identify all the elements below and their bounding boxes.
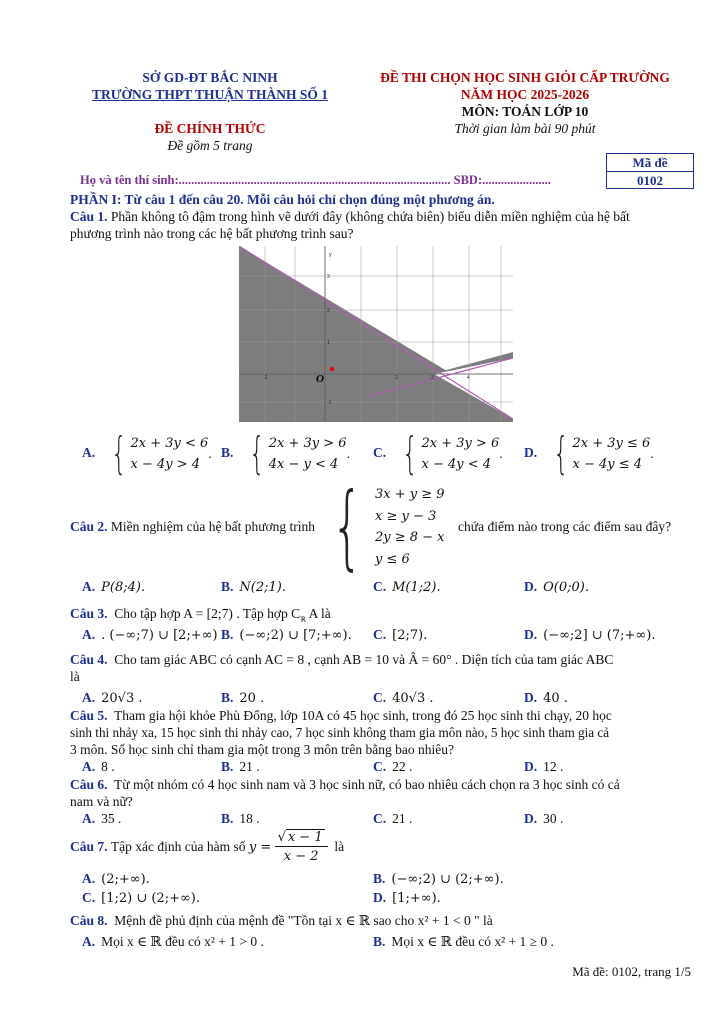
- page-count: Đề gồm 5 trang: [167, 138, 253, 153]
- q7-b-text: (−∞;2) ∪ (2;+∞).: [391, 872, 504, 887]
- q6-d-text: 30 .: [543, 811, 564, 826]
- q5-d-text: 12 .: [543, 759, 564, 774]
- q5-d-label: D.: [524, 759, 538, 774]
- q8-option-b[interactable]: [373, 934, 554, 950]
- q1-option-d-label: D.: [524, 445, 538, 461]
- q2-a-text: P(8;4).: [101, 580, 146, 595]
- q4-line1: [70, 652, 613, 668]
- q6-option-c[interactable]: [373, 811, 412, 827]
- q1-option-c[interactable]: C. { 2x + 3y > 6 x − 4y < 4 .: [373, 428, 503, 479]
- q4-option-a[interactable]: [82, 690, 143, 706]
- q3-line: [70, 606, 331, 624]
- q2-row4: y ≤ 6: [374, 551, 410, 567]
- q3-option-b[interactable]: [221, 627, 352, 643]
- q1-b-row2: 4x − y < 4: [268, 457, 339, 472]
- q1-line1: [70, 209, 630, 225]
- q2-option-d[interactable]: [524, 579, 589, 595]
- q3-c-label: C.: [373, 627, 387, 642]
- q1-line2: phương trình nào trong các hệ bất phương trình sau?: [70, 226, 354, 241]
- q4-line2: là: [70, 669, 80, 684]
- q3-b-text: (−∞;2) ∪ [7;+∞).: [239, 628, 352, 643]
- exam-title: ĐỀ THI CHỌN HỌC SINH GIỎI CẤP TRƯỜNG: [380, 70, 670, 85]
- q2-row1: 3x + y ≥ 9: [374, 487, 445, 502]
- q3-a-text: . (−∞;7) ∪ [2;+∞): [101, 628, 218, 643]
- tick-y-2: 2: [327, 308, 330, 314]
- q2-label: Câu 2.: [70, 519, 108, 534]
- q1-b-row1: 2x + 3y > 6: [268, 436, 347, 451]
- exam-code-box: [606, 153, 694, 189]
- time-limit: Thời gian làm bài 90 phút: [454, 121, 596, 136]
- q3-option-c[interactable]: [373, 627, 427, 643]
- q3-text-end: A là: [308, 606, 331, 621]
- q8-option-a[interactable]: [82, 934, 264, 950]
- q3-text: Cho tập hợp A = [2;7) . Tập hợp C: [114, 606, 301, 621]
- q5-text1: Tham gia hội khỏe Phù Đổng, lớp 10A có 45 học sinh, trong đó 25 học sinh thi chạy, 20 học: [114, 708, 612, 723]
- q1-graph: [239, 246, 513, 422]
- q2-option-a[interactable]: [82, 579, 145, 595]
- q2-c-label: C.: [373, 579, 387, 594]
- q1-d-row2: x − 4y ≤ 4: [572, 457, 643, 472]
- q5-option-a[interactable]: [82, 759, 115, 775]
- q3-a-label: A.: [82, 627, 96, 642]
- q7-option-a[interactable]: [82, 871, 150, 887]
- q8-text: Mệnh đề phủ định của mệnh đề "Tồn tại x ∈ ℝ sao cho x² + 1 < 0 " là: [114, 913, 493, 928]
- tick-x-neg2: -2: [263, 375, 268, 381]
- q4-option-c[interactable]: [373, 690, 434, 706]
- q4-label: Câu 4.: [70, 652, 108, 667]
- q4-c-text: 40√3 .: [392, 691, 434, 706]
- q1-d-end: .: [650, 446, 654, 461]
- q3-d-text: (−∞;2] ∪ (7;+∞).: [543, 628, 656, 643]
- q7-option-b[interactable]: [373, 871, 504, 887]
- q7-a-text: (2;+∞).: [101, 872, 150, 887]
- q5-c-text: 22 .: [392, 759, 413, 774]
- q5-b-text: 21 .: [239, 759, 260, 774]
- q4-option-b[interactable]: [221, 690, 264, 706]
- q6-option-b[interactable]: [221, 811, 260, 827]
- q2-d-label: D.: [524, 579, 538, 594]
- q1-d-row1: 2x + 3y ≤ 6: [572, 436, 651, 451]
- q4-a-label: A.: [82, 690, 96, 705]
- q7-a-label: A.: [82, 871, 96, 886]
- tick-x-4: 4: [467, 375, 470, 381]
- q4-d-text: 40 .: [543, 691, 568, 706]
- q2-line: Câu 2. Miền nghiệm của hệ bất phương trình { 3x + y ≥ 9 x ≥ y − 3 2y ≥ 8 − x y ≤ 6 chứa điểm nào trong các điểm sau đây?: [70, 473, 672, 580]
- q2-b-text: N(2;1).: [239, 580, 286, 595]
- subject: MÔN: TOÁN LỚP 10: [461, 104, 589, 119]
- q1-a-end: .: [208, 446, 212, 461]
- q6-c-text: 21 .: [392, 811, 413, 826]
- q6-label: Câu 6.: [70, 777, 108, 792]
- q3-b-label: B.: [221, 627, 234, 642]
- q8-line: [70, 913, 493, 929]
- q8-a-label: A.: [82, 934, 96, 949]
- q7-end: là: [334, 839, 345, 854]
- q6-a-text: 35 .: [101, 811, 122, 826]
- dept-name: SỞ GD-ĐT BẮC NINH: [142, 70, 278, 85]
- q2-text-after: chứa điểm nào trong các điểm sau đây?: [458, 519, 672, 534]
- q3-option-a[interactable]: [82, 627, 218, 643]
- q6-a-label: A.: [82, 811, 96, 826]
- q7-denominator: x − 2: [283, 849, 319, 864]
- q7-option-c[interactable]: [82, 890, 200, 906]
- q1-option-d[interactable]: D. { 2x + 3y ≤ 6 x − 4y ≤ 4 .: [524, 428, 654, 479]
- q5-label: Câu 5.: [70, 708, 108, 723]
- page-footer: Mã đề: 0102, trang 1/5: [572, 964, 691, 979]
- q5-a-text: 8 .: [101, 759, 115, 774]
- origin-label: O: [316, 373, 324, 385]
- exam-code-value: 0102: [607, 171, 693, 189]
- q5-option-c[interactable]: [373, 759, 412, 775]
- q6-b-label: B.: [221, 811, 234, 826]
- q1-option-b[interactable]: B. { 2x + 3y > 6 4x − y < 4 .: [221, 428, 350, 479]
- q7-numerator: x − 1: [287, 830, 323, 845]
- q2-a-label: A.: [82, 579, 96, 594]
- part1-heading: PHẦN I: Từ câu 1 đến câu 20. Mỗi câu hỏi chỉ chọn đúng một phương án.: [70, 192, 495, 207]
- q5-option-d[interactable]: [524, 759, 563, 775]
- q2-row2: x ≥ y − 3: [374, 508, 437, 524]
- q6-d-label: D.: [524, 811, 538, 826]
- q2-row3: 2y ≥ 8 − x: [374, 530, 445, 545]
- school-name: TRƯỜNG THPT THUẬN THÀNH SỐ 1: [92, 87, 328, 102]
- q1-option-b-label: B.: [221, 445, 234, 461]
- tick-y-3: 3: [327, 274, 330, 280]
- q7-text: Tập xác định của hàm số: [110, 839, 246, 854]
- origin-point: [330, 367, 334, 371]
- q7-c-text: [1;2) ∪ (2;+∞).: [101, 891, 200, 906]
- q4-c-label: C.: [373, 690, 387, 705]
- q6-option-d[interactable]: [524, 811, 563, 827]
- tick-x-3: 3: [431, 375, 434, 381]
- q8-b-label: B.: [373, 934, 386, 949]
- q6-option-a[interactable]: [82, 811, 121, 827]
- q4-b-label: B.: [221, 690, 234, 705]
- q3-c-text: [2;7).: [392, 628, 428, 643]
- y-axis-label: y: [329, 252, 332, 258]
- q7-b-label: B.: [373, 871, 386, 886]
- q2-text-before: Miền nghiệm của hệ bất phương trình: [110, 519, 316, 534]
- q1-b-end: .: [346, 446, 350, 461]
- q6-text1: Từ một nhóm có 4 học sinh nam và 3 học sinh nữ, có bao nhiêu cách chọn ra 3 học sinh có cả: [114, 777, 620, 792]
- q8-b-text: Mọi x ∈ ℝ đều có x² + 1 ≥ 0 .: [391, 934, 554, 949]
- q1-a-row1: 2x + 3y < 6: [130, 436, 209, 451]
- q8-label: Câu 8.: [70, 913, 108, 928]
- q2-d-text: O(0;0).: [543, 580, 589, 595]
- q4-a-text: 20√3 .: [101, 691, 143, 706]
- q5-a-label: A.: [82, 759, 96, 774]
- q6-line2: nam và nữ?: [70, 794, 133, 809]
- q6-b-text: 18 .: [239, 811, 260, 826]
- q7-d-text: [1;+∞).: [392, 891, 441, 906]
- q1-text1: Phần không tô đậm trong hình vẽ dưới đây (không chứa biên) biểu diễn miền nghiệm của hệ bất: [110, 209, 630, 224]
- q7-c-label: C.: [82, 890, 96, 905]
- q1-label: Câu 1.: [70, 209, 108, 224]
- student-info-line: Họ và tên thí sinh:....................................................................................... SBD:......................: [80, 173, 551, 187]
- q2-option-b[interactable]: [221, 579, 286, 595]
- q5-line2: sinh thi nhảy xa, 15 học sinh thi nhảy cao, 7 học sinh không tham gia môn nào, 5 học sinh tham gia cả: [70, 725, 610, 740]
- q6-line1: [70, 777, 620, 793]
- q3-option-d[interactable]: [524, 627, 655, 643]
- q4-d-label: D.: [524, 690, 538, 705]
- q8-a-text: Mọi x ∈ ℝ đều có x² + 1 > 0 .: [101, 934, 264, 949]
- q5-line3: 3 môn. Số học sinh chỉ tham gia một trong 3 môn trên bằng bao nhiêu?: [70, 742, 454, 757]
- q1-option-a-label: A.: [82, 445, 96, 461]
- q5-option-b[interactable]: [221, 759, 260, 775]
- q1-a-row2: x − 4y > 4: [130, 457, 201, 472]
- q2-c-text: M(1;2).: [392, 580, 441, 595]
- q2-b-label: B.: [221, 579, 234, 594]
- q2-option-c[interactable]: [373, 579, 441, 595]
- tick-x-2: 2: [395, 375, 398, 381]
- q7-lhs: y =: [248, 839, 272, 855]
- school-year: NĂM HỌC 2025-2026: [460, 87, 590, 102]
- q4-option-d[interactable]: [524, 690, 568, 706]
- q1-option-c-label: C.: [373, 445, 387, 461]
- tick-y-neg1: -1: [327, 400, 332, 406]
- q1-c-row1: 2x + 3y > 6: [421, 436, 500, 451]
- q3-label: Câu 3.: [70, 606, 108, 621]
- q7-label: Câu 7.: [70, 839, 108, 854]
- q5-line1: [70, 708, 612, 724]
- q4-b-text: 20 .: [239, 691, 265, 706]
- tick-y-1: 1: [327, 340, 330, 346]
- exam-code-label: Mã đề: [632, 155, 668, 170]
- q7-option-d[interactable]: [373, 890, 441, 906]
- q6-c-label: C.: [373, 811, 387, 826]
- q1-option-a[interactable]: A. { 2x + 3y < 6 x − 4y > 4 .: [82, 428, 212, 479]
- q7-d-label: D.: [373, 890, 387, 905]
- q3-d-label: D.: [524, 627, 538, 642]
- q5-b-label: B.: [221, 759, 234, 774]
- q1-c-end: .: [499, 446, 503, 461]
- q3-sub: ℝ: [300, 615, 306, 624]
- q1-c-row2: x − 4y < 4: [421, 457, 492, 472]
- q5-c-label: C.: [373, 759, 387, 774]
- q4-text: Cho tam giác ABC có cạnh AC = 8 , cạnh AB = 10 và Â = 60° . Diện tích của tam giác ABC: [114, 652, 614, 667]
- q7-fraction: $\frac{√ x - 1}{x - 2}$: [275, 830, 328, 864]
- official-label: ĐỀ CHÍNH THỨC: [154, 121, 266, 136]
- q7-line: [70, 830, 344, 864]
